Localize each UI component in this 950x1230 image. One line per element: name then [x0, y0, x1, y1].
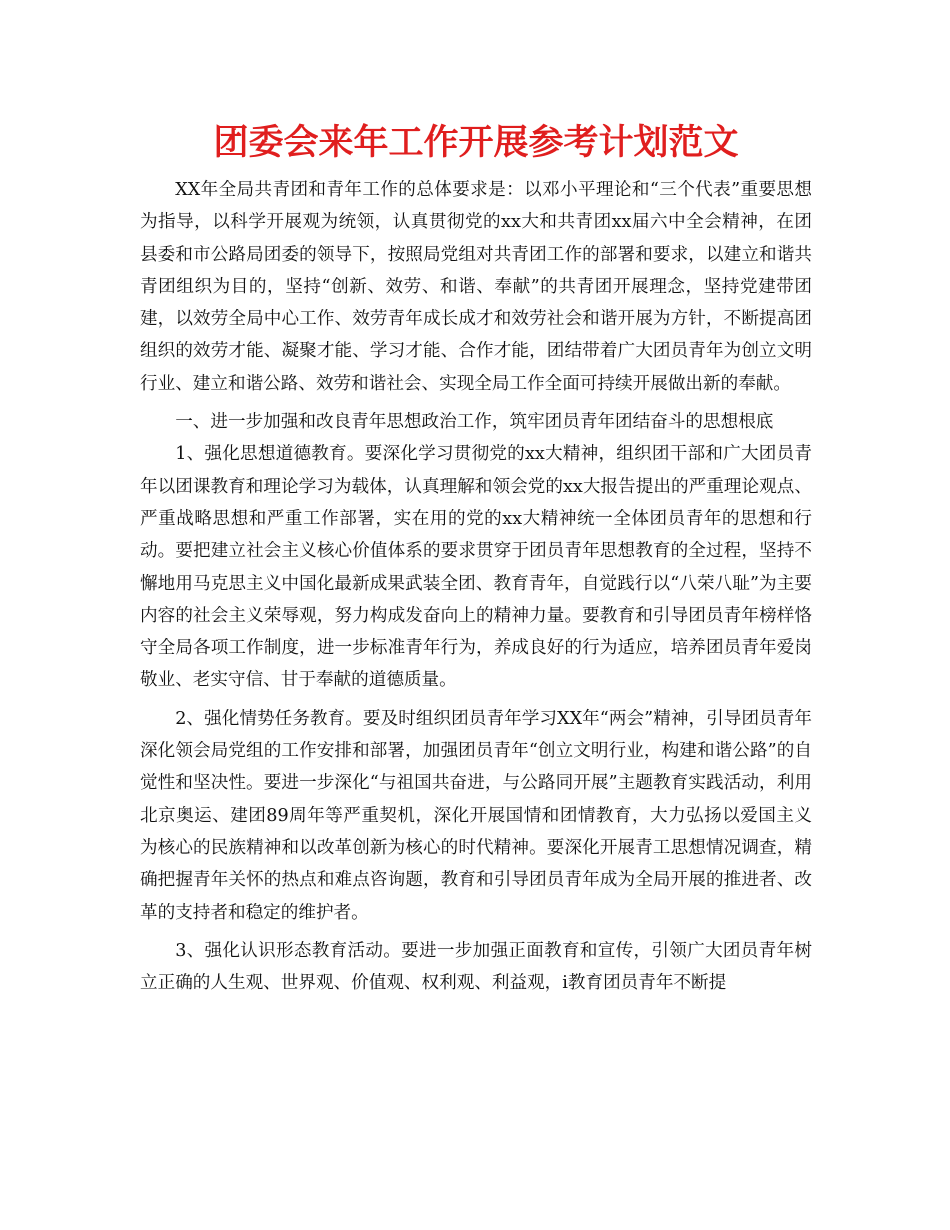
- paragraph-intro: XX年全局共青团和青年工作的总体要求是：以邓小平理论和“三个代表”重要思想为指导，以科学开展观为统领，认真贯彻党的xx大和共青团xx届六中全会精神，在团县委和市公路局团委的领导下，按照局党组对共青团工作的部署和要求，以建立和谐共青团组织为目的，坚持“创新、效劳、和谐、奉献”的共青团开展理念，坚持党建带团建，以效劳全局中心工作、效劳青年成长成才和效劳社会和谐开展为方针，不断提高团组织的效劳才能、凝聚才能、学习才能、合作才能，团结带着广大团员青年为创立文明行业、建立和谐公路、效劳和谐社会、实现全局工作全面可持续开展做出新的奉献。: [140, 180, 812, 394]
- paragraph-item-1: 1、强化思想道德教育。要深化学习贯彻党的xx大精神，组织团干部和广大团员青年以团课教育和理论学习为载体，认真理解和领会党的xx大报告提出的严重理论观点、严重战略思想和严重工作部署，实在用的党的xx大精神统一全体团员青年的思想和行动。要把建立社会主义核心价值体系的要求贯穿于团员青年思想教育的全过程，坚持不懈地用马克思主义中国化最新成果武装全团、教育青年，自觉践行以“八荣八耻”为主要内容的社会主义荣辱观，努力构成发奋向上的精神力量。要教育和引导团员青年榜样恪守全局各项工作制度，进一步标准青年行为，养成良好的行为适应，培养团员青年爱岗敬业、老实守信、甘于奉献的道德质量。: [140, 444, 812, 691]
- paragraph-item-3: 3、强化认识形态教育活动。要进一步加强正面教育和宣传，引领广大团员青年树立正确的人生观、世界观、价值观、权利观、利益观，i教育团员青年不断提: [140, 940, 812, 994]
- document-page: [140, 118, 812, 999]
- document-title: 团委会来年工作开展参考计划范文: [213, 123, 739, 163]
- paragraph-item-2: 2、强化情势任务教育。要及时组织团员青年学习XX年“两会”精神，引导团员青年深化领会局党组的工作安排和部署，加强团员青年“创立文明行业，构建和谐公路”的自觉性和坚决性。要进一步深化“与祖国共奋进，与公路同开展”主题教育实践活动，利用北京奥运、建团89周年等严重契机，深化开展国情和团情教育，大力弘扬以爱国主义为核心的民族精神和以改革创新为核心的时代精神。要深化开展青工思想情况调查，精确把握青年关怀的热点和难点咨询题，教育和引导团员青年成为全局开展的推进者、改革的支持者和稳定的维护者。: [140, 708, 812, 923]
- section-heading-1: 一、进一步加强和改良青年思想政治工作，筑牢团员青年团结奋斗的思想根底: [175, 412, 774, 433]
